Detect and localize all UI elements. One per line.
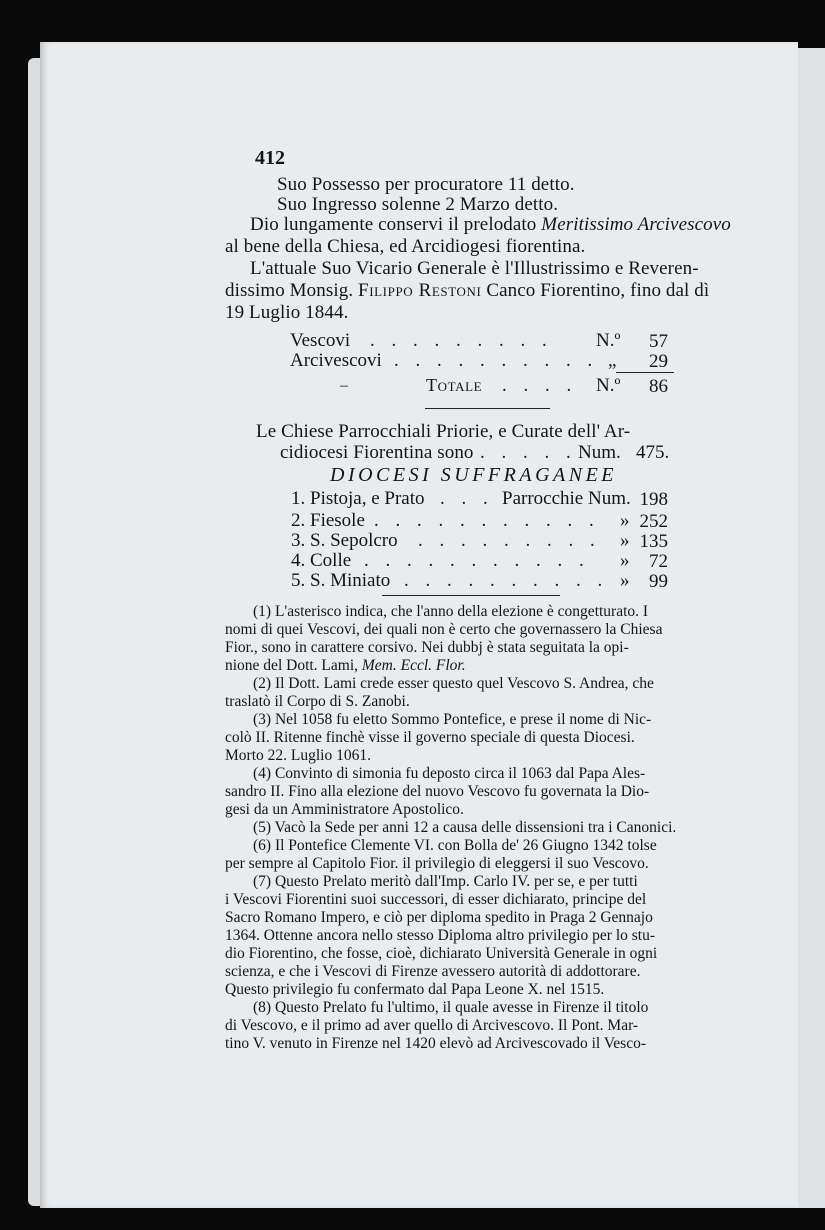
leader-dots: . . . . .	[480, 442, 577, 463]
footnote-line: colò II. Ritenne finchè visse il governo speciale di questa Diocesi.	[225, 729, 635, 746]
footnote-line: di Vescovo, e il primo ad aver quello di Arcivescovo. Il Pont. Mar-	[225, 1017, 639, 1034]
totals-value-totale: 86	[649, 376, 668, 397]
leader-dots: . . .	[440, 488, 494, 509]
suffragan-row-value: 72	[649, 551, 668, 572]
body-line: 19 Luglio 1844.	[225, 302, 349, 323]
body-line: Suo Ingresso solenne 2 Marzo detto.	[277, 194, 559, 215]
footnote-line: Sacro Romano Impero, e ciò per diploma spedito in Praga 2 Gennajo	[225, 909, 653, 926]
section-rule	[425, 408, 550, 409]
leader-dots: . . . . . . . . .	[370, 330, 553, 351]
leader-dots: . . . . . . . . . .	[404, 570, 609, 591]
suffragan-row-value: 198	[639, 489, 668, 510]
footnote-text: nione del Dott. Lami,	[225, 657, 362, 674]
sum-rule	[616, 372, 674, 373]
suffragan-heading: DIOCESI SUFFRAGANEE	[330, 464, 618, 486]
footnote-line: dio Fiorentino, che fosse, cioè, dichiarato Università Generale in ogni	[225, 945, 658, 962]
suffragan-row-name: 4. Colle	[291, 550, 352, 571]
totals-value-vescovi: 57	[649, 331, 668, 352]
citation-text: Mem. Eccl. Flor.	[361, 657, 466, 674]
totals-abbr: N.º	[596, 375, 621, 396]
suffragan-row-name: 5. S. Miniato	[291, 570, 391, 591]
footnote-line: 1364. Ottenne ancora nello stesso Diploma altro privilegio per lo stu-	[225, 927, 656, 944]
footnote-line: tino V. venuto in Firenze nel 1420 elevò ad Arcivescovado il Vesco-	[225, 1035, 646, 1052]
footnote-line: (4) Convinto di simonia fu deposto circa il 1063 dal Papa Ales-	[253, 765, 646, 782]
totals-abbr: „	[608, 350, 617, 371]
suffragan-row-label: »	[620, 550, 630, 571]
suffragan-row-name: 3. S. Sepolcro	[291, 530, 398, 551]
leader-dots: . . . . . . . . . . .	[374, 510, 600, 531]
footnote-line: (6) Il Pontefice Clemente VI. con Bolla de' 26 Giugno 1342 tolse	[253, 837, 657, 854]
suffragan-row-label: »	[620, 570, 630, 591]
leader-dots: . . . . . . . . . . .	[364, 550, 590, 571]
suffragan-row-name: 2. Fiesole	[291, 510, 365, 531]
footnote-line: (8) Questo Prelato fu l'ultimo, il quale avesse in Firenze il titolo	[253, 999, 649, 1016]
footnote-line: (2) Il Dott. Lami crede esser questo quel Vescovo S. Andrea, che	[253, 675, 654, 692]
footnote-line: sandro II. Fino alla elezione del nuovo Vescovo fu governata la Dio-	[225, 783, 650, 800]
footnote-line: Questo privilegio fu confermato dal Papa Leone X. nel 1515.	[225, 981, 605, 998]
totals-label-arcivescovi: Arcivescovi	[290, 350, 382, 371]
facing-page-edge	[794, 48, 825, 1208]
footnote-line: (7) Questo Prelato meritò dall'Imp. Carlo IV. per se, e per tutti	[253, 873, 638, 890]
suffragan-row-label: Parrocchie Num.	[502, 488, 631, 509]
suffragan-row-value: 99	[649, 571, 668, 592]
parishes-value: 475.	[636, 442, 670, 463]
suffragan-row-name: 1. Pistoja, e Prato	[291, 488, 425, 509]
parishes-line: Le Chiese Parrocchiali Priorie, e Curate dell' Ar-	[256, 421, 631, 442]
suffragan-row-value: 135	[639, 531, 668, 552]
suffragan-row-label: »	[620, 530, 630, 551]
footnote-line: nomi di quei Vescovi, dei quali non è certo che governassero la Chiesa	[225, 621, 663, 638]
book-page	[40, 42, 798, 1208]
leader-dots: . . . . . . . . .	[418, 530, 601, 551]
body-line: Suo Possesso per procuratore 11 detto.	[277, 174, 575, 195]
body-line: L'attuale Suo Vicario Generale è l'Illustrissimo e Reveren-	[250, 258, 699, 279]
body-text: Canco Fiorentino, fino dal dì	[481, 280, 710, 301]
totals-abbr: N.º	[596, 330, 621, 351]
footnote-line: per sempre al Capitolo Fior. il privilegio di eleggersi il suo Vescovo.	[225, 855, 649, 872]
parishes-line: cidiocesi Fiorentina sono	[280, 442, 474, 463]
footnote-line: scienza, e che i Vescovi di Firenze avessero autorità di addottorare.	[225, 963, 641, 980]
totals-label-totale: Totale	[426, 375, 483, 395]
footnote-rule	[382, 595, 560, 596]
totals-value-arcivescovi: 29	[649, 351, 668, 372]
parishes-abbr: Num.	[578, 442, 621, 463]
suffragan-row-value: 252	[639, 511, 668, 532]
body-line	[250, 215, 731, 234]
footnote-line: Morto 22. Luglio 1061.	[225, 747, 371, 764]
dash-mark: –	[340, 377, 348, 394]
footnote-line: (3) Nel 1058 fu eletto Sommo Pontefice, e prese il nome di Nic-	[253, 711, 652, 728]
body-text: dissimo Monsig.	[225, 280, 359, 301]
body-line: al bene della Chiesa, ed Arcidiogesi fiorentina.	[225, 236, 586, 257]
leader-dots: . . . .	[502, 375, 578, 396]
footnote-line	[225, 658, 466, 674]
leader-dots: . . . . . . . . . .	[394, 350, 599, 371]
footnote-line: (5) Vacò la Sede per anni 12 a causa delle dissensioni tra i Canonici.	[253, 819, 677, 836]
emphasis-text: Meritissimo Arcivescovo	[541, 214, 731, 235]
suffragan-row-label: »	[620, 510, 630, 531]
footnote-line: gesi da un Amministratore Apostolico.	[225, 801, 464, 818]
body-text: Dio lungamente conservi il prelodato	[250, 214, 542, 235]
totals-label-vescovi: Vescovi	[290, 330, 351, 351]
footnote-line: traslatò il Corpo di S. Zanobi.	[225, 693, 410, 710]
page-number: 412	[255, 147, 285, 169]
footnote-line: Fior., sono in carattere corsivo. Nei dubbj è stata seguitata la opi-	[225, 639, 629, 656]
footnote-line: (1) L'asterisco indica, che l'anno della elezione è congetturato. I	[253, 603, 649, 620]
footnote-line: i Vescovi Fiorentini suoi successori, di esser dichiarato, principe del	[225, 891, 647, 908]
body-line	[225, 281, 709, 300]
person-name: Filippo Restoni	[358, 280, 482, 301]
